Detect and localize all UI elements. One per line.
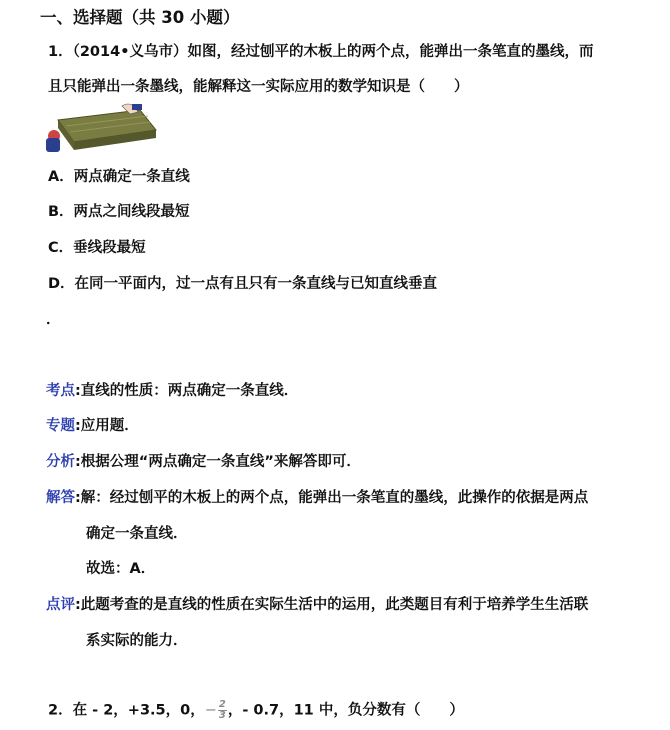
zhuanti-tag: 专题 <box>46 418 75 434</box>
question-2-before: 2．在 - 2，+3.5，0， <box>48 702 205 719</box>
jieda-row <box>46 488 588 508</box>
option-c[interactable]: C．垂线段最短 <box>48 240 146 256</box>
question-1-stem-line-2: 且只能弹出一条墨线，能解释这一实际应用的数学知识是（ ） <box>48 79 469 95</box>
kaodian-row <box>46 381 298 401</box>
option-b[interactable]: B．两点之间线段最短 <box>48 204 190 220</box>
fenxi-text: :根据公理“两点确定一条直线”来解答即可． <box>75 454 361 470</box>
fraction-numerator: 2 <box>218 699 226 710</box>
jieda-line-2: 确定一条直线． <box>86 526 188 542</box>
dianping-line-2: 系实际的能力． <box>86 633 188 649</box>
section-title: 一、选择题（共 30 小题） <box>40 8 240 27</box>
wooden-board-figure <box>44 102 162 162</box>
kaodian-text: :直线的性质：两点确定一条直线． <box>75 383 299 399</box>
jieda-line-3: 故选：A． <box>86 561 156 577</box>
fraction-sign: − <box>204 702 217 719</box>
fenxi-tag: 分析 <box>46 454 75 470</box>
fraction-denominator: 3 <box>218 710 226 721</box>
question-2-after: ，- 0.7，11 中，负分数有（ ） <box>227 702 464 719</box>
dianping-row <box>46 595 588 615</box>
fenxi-row <box>46 452 361 472</box>
jieda-tag: 解答 <box>46 490 75 506</box>
kaodian-tag: 考点 <box>46 383 75 399</box>
zhuanti-text: :应用题． <box>75 418 139 434</box>
option-d[interactable]: D．在同一平面内，过一点有且只有一条直线与已知直线垂直 <box>48 276 438 292</box>
question-1-stem-line-1: 1．（2014•义乌市）如图，经过刨平的木板上的两个点，能弹出一条笔直的墨线，而 <box>48 44 594 60</box>
stray-dot: ． <box>46 312 61 328</box>
fraction <box>218 700 227 721</box>
jieda-line-1: :解：经过刨平的木板上的两个点，能弹出一条笔直的墨线，此操作的依据是两点 <box>75 490 589 506</box>
option-a[interactable]: A．两点确定一条直线 <box>48 169 190 185</box>
dianping-line-1: :此题考查的是直线的性质在实际生活中的运用，此类题目有利于培养学生生活联 <box>75 597 589 613</box>
dianping-tag: 点评 <box>46 597 75 613</box>
zhuanti-row <box>46 416 139 436</box>
question-2 <box>48 700 464 721</box>
